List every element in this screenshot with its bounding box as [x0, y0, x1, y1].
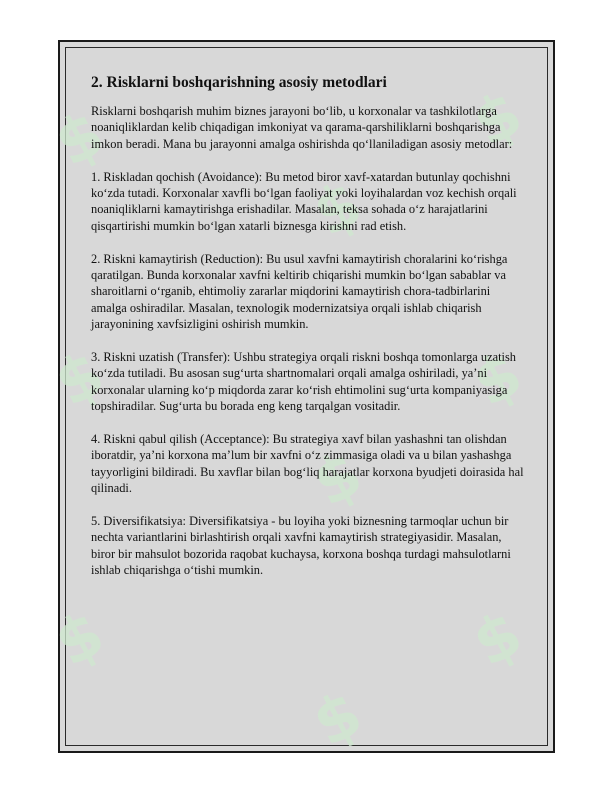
document-inner-border: [43, 47, 548, 761]
watermark-logo-left-bottom: $: [43, 596, 116, 681]
watermark-logo-center-mid: $: [301, 436, 374, 521]
intro-paragraph: Risklarni boshqarish muhim biznes jarayoni bo‘lib, u korxonalar va tashkilotlarga noaniqliklardan kelib chiqadigan imkoniyat va qarama-qarshiliklarni boshqarishga imkon beradi. Mana bu jarayonni amalga oshirishda qo‘llaniladigan asosiy metodlar:: [91, 104, 513, 151]
watermark-logo-right-mid: $: [461, 336, 534, 421]
section-heading: 2. Risklarni boshqarishning asosiy metodlari: [91, 74, 387, 91]
document-content: [91, 73, 526, 595]
document-outer-border: [43, 40, 555, 761]
watermark-logo-left-mid: $: [43, 336, 116, 421]
watermark-logo-center-bottom: $: [301, 676, 374, 761]
watermark-logo-right-bottom: $: [461, 596, 534, 681]
method-acceptance-paragraph: 4. Riskni qabul qilish (Acceptance): Bu strategiya xavf bilan yashashni tan olishdan iboratdir, ya’ni korxona ma’lum bir xavfni o‘z zimmasiga oladi va u bilan yashashga tayyorligini bildiradi. Bu xavflar bilan bog‘liq harajatlar korxona byudjeti doirasida hal qilinadi.: [91, 432, 524, 496]
method-reduction-paragraph: 2. Riskni kamaytirish (Reduction): Bu usul xavfni kamaytirish choralarini ko‘rishga qaratilgan. Bunda korxonalar xavfni keltirib chiqarishi mumkin bo‘lgan sabablar va sharoitlarni o‘rganib, ehtimoliy zararlar miqdorini kamaytirish chora-tadbirlarini amalga oshiradilar. Masalan, texnologik modernizatsiya orqali ishlab chiqarish jarayonining xavfsizligini oshirish mumkin.: [91, 251, 508, 332]
watermark-logo-right-top: $: [461, 76, 534, 161]
watermark-logo-left-top: $: [43, 96, 116, 181]
method-diversification-paragraph: 5. Diversifikatsiya: Diversifikatsiya - bu loyiha yoki biznesning tarmoqlar uchun bir nechta variantlarini birlashtirish orqali xavfni kamaytirish strategiyasidir. Masalan, biror bir mahsulot bozorida raqobat kuchaysa, korxona boshqa turdagi mahsulotlarni ishlab chiqarishga o‘tishi mumkin.: [91, 514, 511, 578]
method-avoidance-paragraph: 1. Riskladan qochish (Avoidance): Bu metod biror xavf-xatardan butunlay qochishni ko‘zda tutadi. Korxonalar xavfli bo‘lgan faoliyat yoki loyihalardan voz kechish orqali noaniqliklarni kamaytirishga erishadilar. Masalan, teksa sohada o‘z harajatlarini qisqartirishi mumkin bo‘lgan xatarli biznesga kirishni rad etish.: [91, 169, 517, 233]
watermark-logo-center-top: $: [301, 166, 374, 251]
method-transfer-paragraph: 3. Riskni uzatish (Transfer): Ushbu strategiya orqali riskni boshqa tomonlarga uzatish ko‘zda tutiladi. Bu asosan sug‘urta shartnomalari orqali amalga oshiriladi, ya’ni korxonalar ularning ko‘p miqdorda zarar ko‘rish ehtimolini sug‘urta kompaniyasiga topshiradilar. Sug‘urta bu borada eng keng tarqalgan vositadir.: [91, 350, 517, 414]
